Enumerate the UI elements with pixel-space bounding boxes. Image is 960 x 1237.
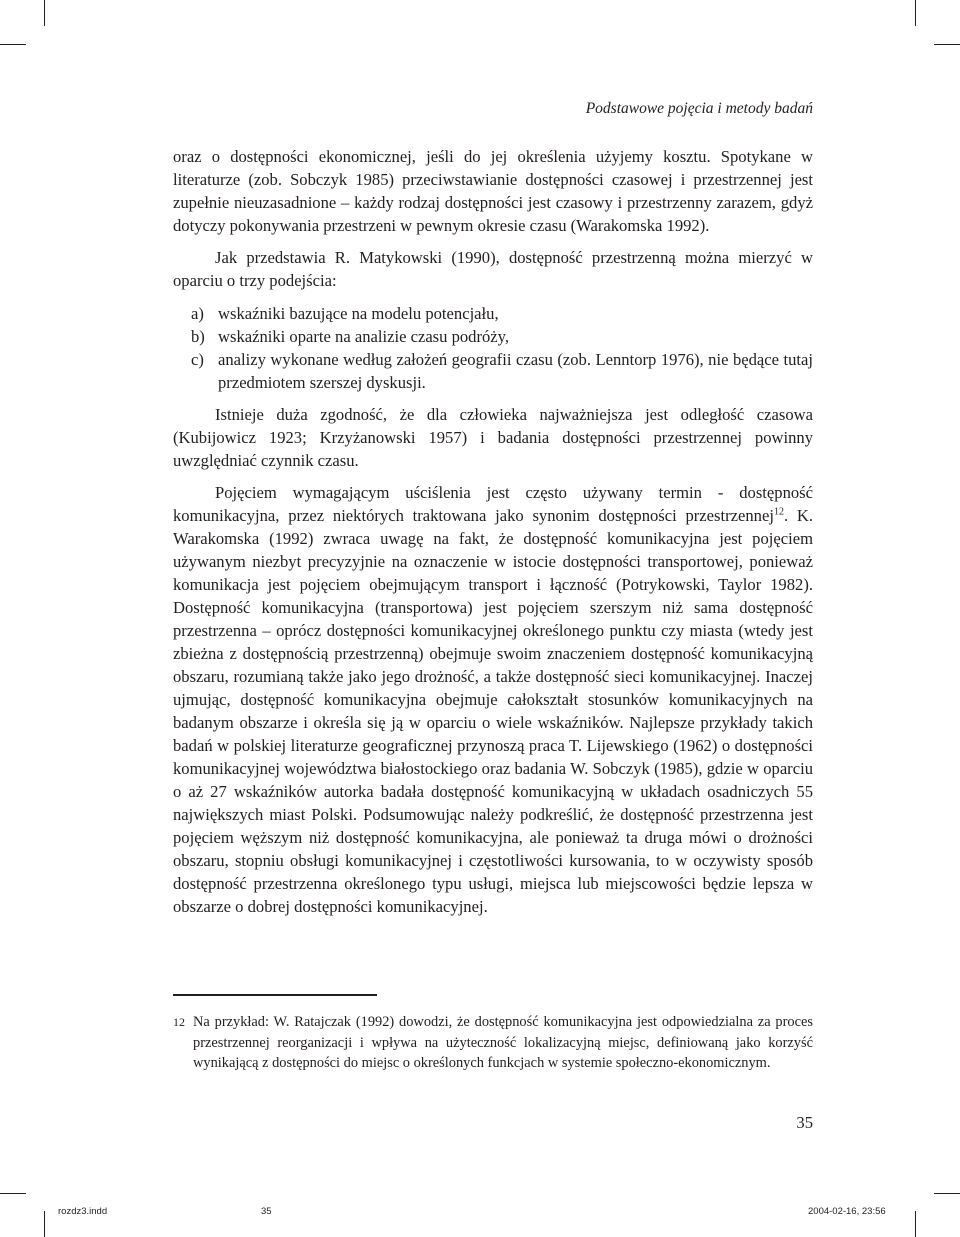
list-label: a) <box>191 304 204 323</box>
list-text: wskaźniki oparte na analizie czasu podróży, <box>218 327 510 346</box>
running-head: Podstawowe pojęcia i metody badań <box>585 100 813 117</box>
page-number: 35 <box>796 1113 813 1132</box>
footnote-reference: 12 <box>773 506 784 518</box>
crop-mark <box>915 0 916 26</box>
slug-file: rozdz3.indd <box>58 1206 108 1217</box>
slug-page: 35 <box>261 1206 272 1217</box>
paragraph: Jak przedstawia R. Matykowski (1990), dostępność przestrzenną można mierzyć w oparciu o trzy podejścia: <box>173 248 813 290</box>
footnote <box>173 1012 813 1074</box>
paragraph-text: Pojęciem wymagającym uściślenia jest często używany termin - dostępność komunikacyjna, przez niektórych traktowana jako synonim dostępności przestrzennej <box>173 483 813 525</box>
slug-date: 2004-02-16, 23:56 <box>808 1206 886 1217</box>
approach-list <box>173 302 813 394</box>
crop-mark <box>44 0 45 26</box>
crop-mark <box>934 44 960 45</box>
crop-mark <box>915 1211 916 1237</box>
crop-mark <box>0 44 26 45</box>
list-item <box>173 325 813 348</box>
paragraph: oraz o dostępności ekonomicznej, jeśli do jej określenia użyjemy kosztu. Spotykane w literaturze (zob. Sobczyk 1985) przeciwstawianie dostępności czasowej i przestrzennej jest zupełnie nieuzasadnione – każdy rodzaj dostępności jest czasowy i przestrzenny zarazem, gdyż dotyczy pokonywania przestrzeni w pewnym okresie czasu (Warakomska 1992). <box>173 147 813 235</box>
paragraph: Istnieje duża zgodność, że dla człowieka najważniejsza jest odległość czasowa (Kubijowicz 1923; Krzyżanowski 1957) i badania dostępności przestrzennej powinny uwzględniać czynnik czasu. <box>173 405 813 470</box>
paragraph-text: . K. Warakomska (1992) zwraca uwagę na fakt, że dostępność komunikacyjna jest pojęciem używanym niezbyt precyzyjnie na oznaczenie w istocie dostępności transportowej, ponieważ komunikacja jest pojęciem obejmującym transport i łączność (Potrykowski, Taylor 1982). Dostępność komunikacyjna (transportowa) jest pojęciem szerszym niż sama dostępność przestrzenna – oprócz dostępności komunikacyjnej określonego punktu czy miasta (wtedy jest zbieżna z dostępnością przestrzenną) obejmuje swoim znaczeniem dostępność komunikacyjną obszaru, rozumianą także jako jego drożność, a także dostępność sieci komunikacyjnej. Inaczej ujmując, dostępność komunikacyjna obejmuje całokształt stosunków komunikacyjnych na badanym obszarze i określa się ją w oparciu o wiele wskaźników. Najlepsze przykłady takich badań w polskiej literaturze geograficznej przynoszą praca T. Lijewskiego (1962) o dostępności komunikacyjnej województwa białostockiego oraz badania W. Sobczyk (1985), gdzie w oparciu o aż 27 wskaźników autorka badała dostępność komunikacyjną w układach osadniczych 55 największych miast Polski. Podsumowując należy podkreślić, że dostępność przestrzenna jest pojęciem węższym niż dostępność komunikacyjna, ale ponieważ ta druga mówi o drożności obszaru, stopniu obsługi komunikacyjnej i częstotliwości kursowania, to w oczywisty sposób dostępność przestrzenna określonego typu usługi, miejsca lub miejscowości będzie lepsza w obszarze o dobrej dostępności komunikacyjnej. <box>173 506 813 916</box>
list-label: c) <box>191 350 204 369</box>
list-text: wskaźniki bazujące na modelu potencjału, <box>218 304 499 323</box>
crop-mark <box>934 1193 960 1194</box>
main-text <box>173 145 813 918</box>
crop-mark <box>44 1211 45 1237</box>
footnote-rule <box>173 994 377 996</box>
crop-mark <box>0 1193 26 1194</box>
list-label: b) <box>191 327 205 346</box>
list-text: analizy wykonane według założeń geografii czasu (zob. Lenntorp 1976), nie będące tutaj przedmiotem szerszej dyskusji. <box>218 350 813 392</box>
footnote-text: Na przykład: W. Ratajczak (1992) dowodzi, że dostępność komunikacyjna jest odpowiedzialna za proces przestrzennej reorganizacji i wpływa na użyteczność lokalizacyjną miejsc, definiowaną jako korzyść wynikającą z dostępności do miejsc o określonych funkcjach w systemie społeczno-ekonomicznym. <box>193 1014 813 1071</box>
list-item <box>173 302 813 325</box>
list-item <box>173 348 813 394</box>
footnote-number: 12 <box>173 1015 185 1029</box>
paragraph <box>173 481 813 918</box>
